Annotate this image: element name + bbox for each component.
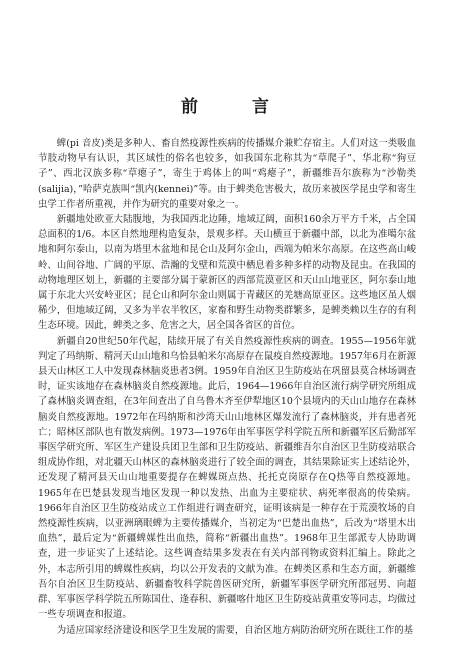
paragraph-2: 新疆地处欧亚大陆腹地，为我国西北边陲，地域辽阔，面积160余万平方千米，占全国总面积的1/6。本区自然地理构造复杂，景观多样。天山横亘于新疆中部，以北为准噶尔盆地和阿尔泰山，以南为塔里木盆地和昆仑山及阿尔金山，西端为帕米尔高原。在这些高山峻岭、山间谷地、广阔的平原、浩瀚的戈壁和荒漠中栖息着多种多样的动物及昆虫。在我国的动物地理区划上，新疆的主要部分属于蒙新区的西部荒漠亚区和天山山地亚区，阿尔泰山地属于东北大兴安岭亚区；昆仑山和阿尔金山则属于青藏区的羌塘高原亚区。这些地区虽人烟稀少，但地域辽阔，又多为半农半牧区，家畜和野生动物类群繁多，是蜱类赖以生存的有利生态环境。因此，蜱类之多、危害之大，居全国各省区的首位。 [38,214,416,332]
page-title: 前 言 [181,97,293,117]
paragraph-3: 新疆自20世纪50年代起，陆续开展了有关自然疫源性疾病的调查。1955—1956年就判定了玛纳斯、精河天山山地和乌恰县帕米尔高原存在鼠疫自然疫源地。1957年6月在新源县天山林区工人中发现森林脑炎患者3例。1959年自治区卫生防疫站在巩留县莫合林场调查时，证实该地存在森林脑炎自然疫源地。此后，1964—1966年自治区流行病学研究所组成了森林脑炎调查组，在3年间查出了自乌鲁木齐至伊犁地区10个县境内的天山山地存在森林脑炎自然疫源地。1972年在玛纳斯和沙湾天山山地林区爆发流行了森林脑炎，并有患者死亡；昭林区部队也有散发病例。1973—1976年由军事医学科学院五所和新疆军区后勤部军事医学研究所、军区生产建设兵团卫生部和卫生防疫站、新疆维吾尔自治区卫生防疫站联合组成协作组，对北疆天山林区的森林脑炎进行了较全面的调查，其结果除证实上述结论外，还发现了精河县天山山地重要提存在蜱媒斑点热、托托克岗原存在Q热等自然疫源地。1965年在巴楚县发现当地区发现一种以发热、出血为主要症状、病死率很高的传染病。1966年自治区卫生防疫站成立工作组进行调查研究，证明该病是一种存在于荒漠牧场的自然疫源性疾病，以亚洲璃眼蜱为主要传播媒介，当初定为“巴楚出血热”，后改为“塔里木出血热”，最后定为“新疆蜱媒性出血热，简称“新疆出血热”。1968年卫生部派专人协助调查，进一步证实了上述结论。这些调查结果多发表在有关内部刊物或资料汇编上。除此之外，本志所引用的蜱媒性疾病，均以公开发表的文献为准。在蜱类区系和生态方面，新疆维吾尔自治区卫生防疫站、新疆畜牧科学院兽医研究所，新疆军事医学研究所邵冠男、向超群、军事医学科学院五所陈国仕、逢春积、新疆喀什地区卫生防疫站黄重安等同志，均做过一些专项调查和报道。 [38,335,416,621]
paragraph-1: 蜱(pi 音皮)类是多种人、畜自然疫源性疾病的传播媒介兼贮存宿主。人们对这一类吸血节肢动物早有认识，其区域性的俗名也较多，如我国东北称其为“草爬子”、华北称“狗豆子”、西北汉族多称“草瘪子”，寄生于鸡体上的叫“鸡瘪子”，新疆维吾尔族称为“沙勒类(salijia)，”哈萨克族叫“凯内(kennei)”等。由于蜱类危害极大，故历来被医学昆虫学和寄生虫学工作者所重视，并作为研究的重要对象之一。 [38,138,416,210]
paragraph-4: 为适应国家经济建设和医学卫生发展的需要，自治区地方病防治研究所在既往工作的基 [56,624,414,636]
document-body [38,136,416,638]
